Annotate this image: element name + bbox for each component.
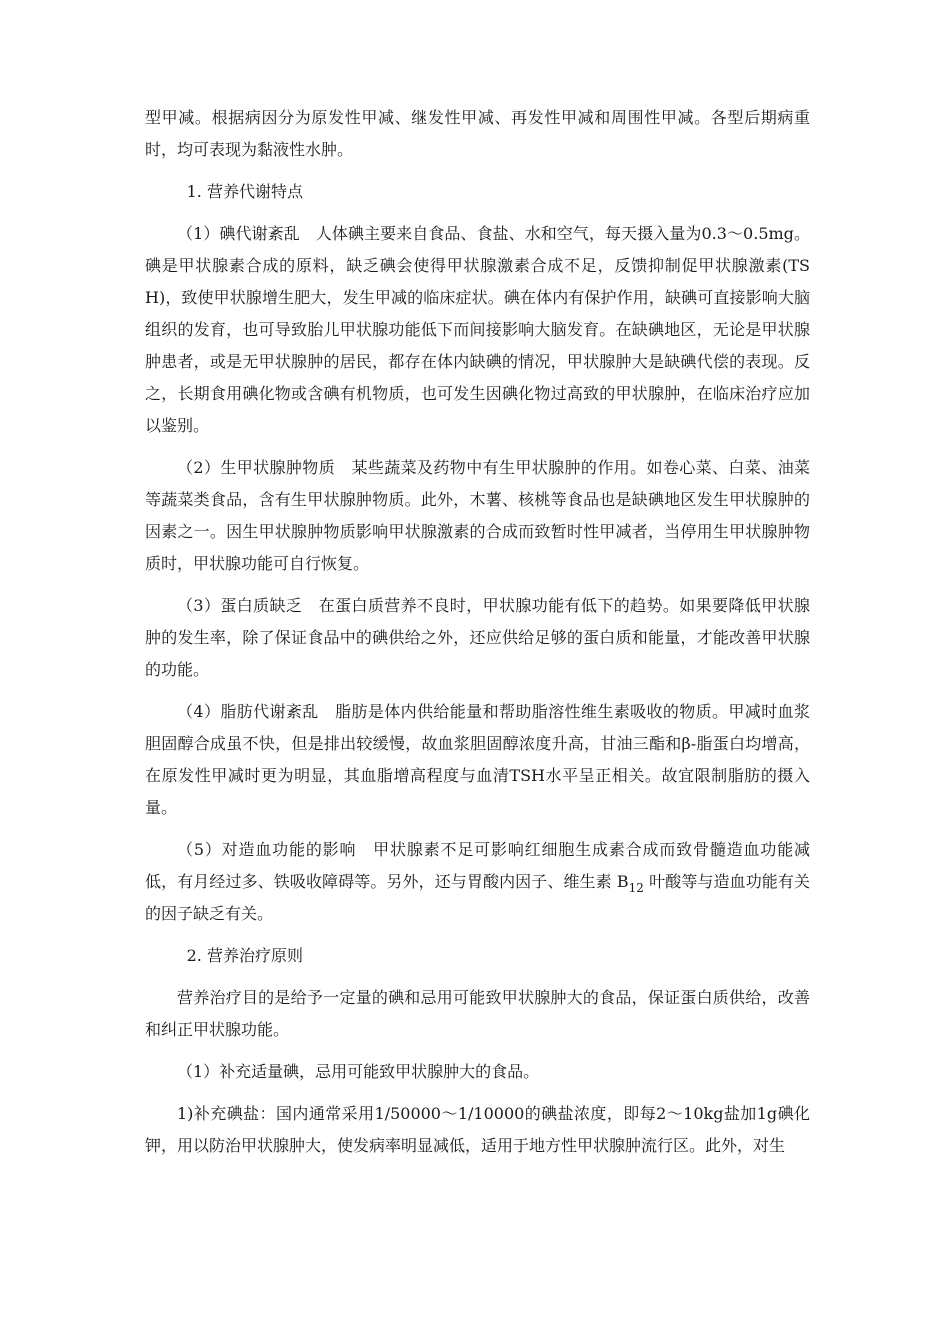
paragraph-treatment-goal: 营养治疗目的是给予一定量的碘和忌用可能致甲状腺肿大的食品，保证蛋白质供给，改善和纠正甲状腺功能。 [145,988,810,1039]
paragraph-iodine-supplement: （1）补充适量碘，忌用可能致甲状腺肿大的食品。 [177,1062,540,1081]
paragraph-protein-deficiency: （3）蛋白质缺乏 在蛋白质营养不良时，甲状腺功能有低下的趋势。如果要降低甲状腺肿的发生率，除了保证食品中的碘供给之外，还应供给足够的蛋白质和能量，才能改善甲状腺的功能。 [145,596,810,679]
document-body [145,102,810,1172]
section-heading-nutrition-metabolism: 1. 营养代谢特点 [186,182,303,201]
paragraph-hematopoiesis [145,834,810,930]
hematopoiesis-text-after: 叶酸等与造血功能有关的因子缺乏有关。 [145,872,810,923]
paragraph-iodized-salt: 1)补充碘盐：国内通常采用1/50000～1/10000的碘盐浓度，即每2～10kg盐加1g碘化钾，用以防治甲状腺肿大，使发病率明显减低，适用于地方性甲状腺肿流行区。此外，对生 [145,1104,810,1155]
section-heading-treatment-principles: 2. 营养治疗原则 [186,946,303,965]
paragraph-iodine-metabolism: （1）碘代谢紊乱 人体碘主要来自食品、食盐、水和空气，每天摄入量为0.3～0.5mg。碘是甲状腺素合成的原料，缺乏碘会使得甲状腺激素合成不足，反馈抑制促甲状腺激素(TSH)，致使甲状腺增生肥大，发生甲减的临床症状。碘在体内有保护作用，缺碘可直接影响大脑组织的发育，也可导致胎儿甲状腺功能低下而间接影响大脑发育。在缺碘地区，无论是甲状腺肿患者，或是无甲状腺肿的居民，都存在体内缺碘的情况，甲状腺肿大是缺碘代偿的表现。反之，长期食用碘化物或含碘有机物质，也可发生因碘化物过高致的甲状腺肿，在临床治疗应加以鉴别。 [145,224,810,435]
paragraph-intro: 型甲减。根据病因分为原发性甲减、继发性甲减、再发性甲减和周围性甲减。各型后期病重时，均可表现为黏液性水肿。 [145,108,810,159]
paragraph-goitrogens: （2）生甲状腺肿物质 某些蔬菜及药物中有生甲状腺肿的作用。如卷心菜、白菜、油菜等蔬菜类食品，含有生甲状腺肿物质。此外，木薯、核桃等食品也是缺碘地区发生甲状腺肿的因素之一。因生甲状腺肿物质影响甲状腺激素的合成而致暂时性甲减者，当停用生甲状腺肿物质时，甲状腺功能可自行恢复。 [145,458,810,573]
hematopoiesis-text-before: （5）对造血功能的影响 甲状腺素不足可影响红细胞生成素合成而致骨髓造血功能减低，有月经过多、铁吸收障碍等。另外，还与胃酸内因子、维生素 B [145,840,810,891]
paragraph-fat-metabolism: （4）脂肪代谢紊乱 脂肪是体内供给能量和帮助脂溶性维生素吸收的物质。甲减时血浆胆固醇合成虽不快，但是排出较缓慢，故血浆胆固醇浓度升高，甘油三酯和β-脂蛋白均增高，在原发性甲减时更为明显，其血脂增高程度与血清TSH水平呈正相关。故宜限制脂肪的摄入量。 [145,702,810,817]
vitamin-b12-subscript: 12 [628,881,644,895]
